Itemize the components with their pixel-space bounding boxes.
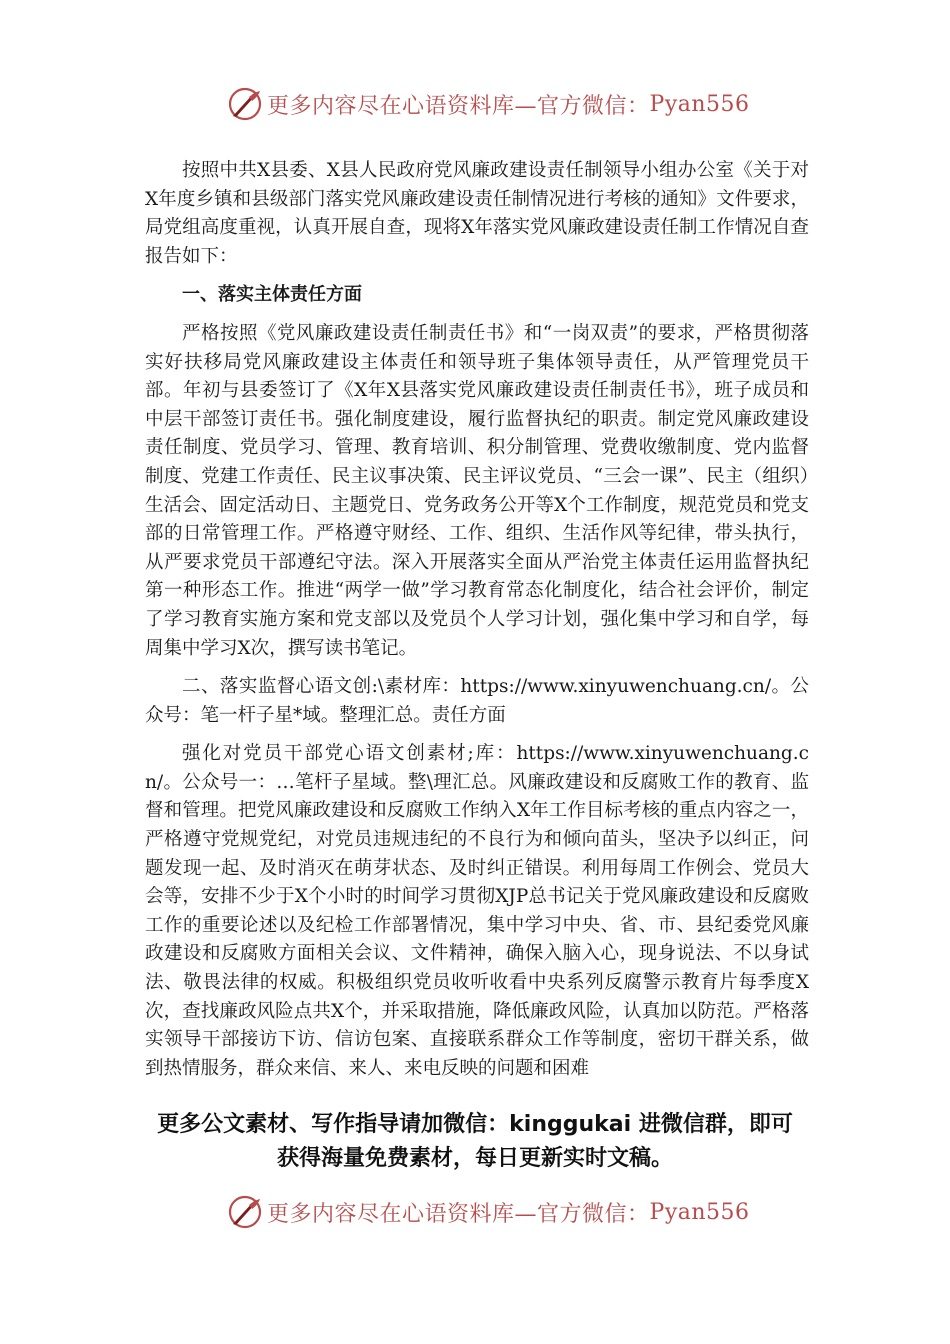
- section1-heading: 一、落实主体责任方面: [182, 284, 362, 306]
- section1-paragraph: 严格按照《党风廉政建设责任制责任书》和“一岗双责”的要求，严格贯彻落实好扶移局党风廉政建设主体责任和领导班子集体领导责任，从严管理党员干部。年初与县委签订了《X年X县落实党风廉政建设责任制责任书》，班子成员和中层干部签订责任书。强化制度建设，履行监督执纪的职责。制定党风廉政建设责任制度、党员学习、管理、教育培训、积分制管理、党费收缴制度、党内监督制度、党建工作责任、民主议事决策、民主评议党员、“三会一课”、民主（组织）生活会、固定活动日、主题党日、党务政务公开等X个工作制度，规范党员和党支部的日常管理工作。严格遵守财经、工作、组织、生活作风等纪律，带头执行，从严要求党员干部遵纪守法。深入开展落实全面从严治党主体责任运用监督执纪第一种形态工作。推进“两学一做”学习教育常态化制度化，结合社会评价，制定了学习教育实施方案和党支部以及党员个人学习计划，强化集中学习和自学，每周集中学习X次，撰写读书笔记。: [145, 322, 809, 659]
- banner-text: 更多内容尽在心语资料库—官方微信：: [267, 93, 650, 119]
- promo-line-1: 更多公文素材、写作指导请加微信：kinggukai 进微信群，即可: [157, 1112, 793, 1137]
- document-body: [145, 157, 809, 1093]
- banner-wechat-id: Pyan556: [649, 91, 750, 117]
- footer-banner: [0, 1188, 950, 1236]
- section2-paragraph: 强化对党员干部党心语文创素材;库：https://www.xinyuwenchuang.cn/。公众号一：…笔杆子星域。整\理汇总。风廉政建设和反腐败工作的教育、监督和管理。把党风廉政建设和反腐败工作纳入X年工作目标考核的重点内容之一，严格遵守党规党纪，对党员违规违纪的不良行为和倾向苗头，坚决予以纠正，问题发现一起、及时消灭在萌芽状态、及时纠正错误。利用每周工作例会、党员大会等，安排不少于X个小时的时间学习贯彻XJP总书记关于党风廉政建设和反腐败工作的重要论述以及纪检工作部署情况，集中学习中央、省、市、县纪委党风廉政建设和反腐败方面相关会议、文件精神，确保入脑入心，现身说法、不以身试法、敬畏法律的权威。积极组织党员收听收看中央系列反腐警示教育片每季度X次，查找廉政风险点共X个，并采取措施，降低廉政风险，认真加以防范。严格落实领导干部接访下访、信访包案、直接联系群众工作等制度，密切干群关系，做到热情服务，群众来信、来人、来电反映的问题和困难: [145, 743, 809, 1079]
- quill-logo-icon: [227, 1194, 263, 1230]
- header-banner: [0, 80, 950, 128]
- section2-heading: 二、落实监督心语文创:\素材库：https://www.xinyuwenchuang.cn/。公众号：笔一杆子星*域。整理汇总。责任方面: [145, 676, 809, 726]
- intro-paragraph: 按照中共X县委、X县人民政府党风廉政建设责任制领导小组办公室《关于对X年度乡镇和县级部门落实党风廉政建设责任制情况进行考核的通知》文件要求，局党组高度重视，认真开展自查，现将X年落实党风廉政建设责任制工作情况自查报告如下：: [145, 160, 809, 267]
- promo-line-2: 获得海量免费素材，每日更新实时文稿。: [276, 1146, 673, 1171]
- promo-notice: [140, 1108, 810, 1176]
- banner-text: 更多内容尽在心语资料库—官方微信：: [267, 1201, 650, 1227]
- banner-wechat-id: Pyan556: [649, 1199, 750, 1225]
- quill-logo-icon: [227, 86, 263, 122]
